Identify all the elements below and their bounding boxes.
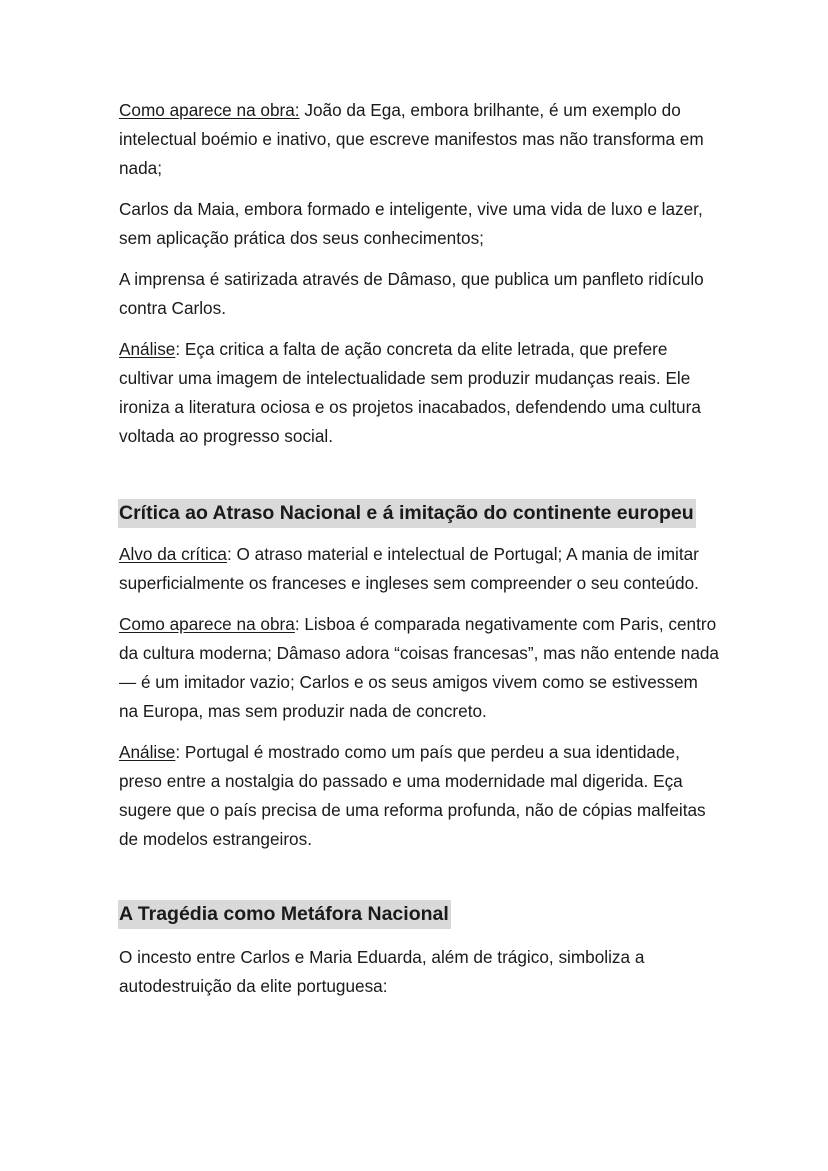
paragraph-alvo-critica	[119, 540, 719, 598]
paragraph-analise-1	[119, 335, 719, 451]
section-heading-wrap	[119, 900, 719, 929]
paragraph-text: : Portugal é mostrado como um país que perdeu a sua identidade, preso entre a nostalgia do passado e uma modernidade mal digerida. Eça sugere que o país precisa de uma reforma profunda, não de cópias malfeitas de modelos estrangeiros.	[119, 742, 706, 849]
section-heading-atraso: Crítica ao Atraso Nacional e á imitação do continente europeu	[118, 499, 696, 528]
label-analise: Análise	[119, 339, 176, 359]
section-heading-wrap	[119, 499, 719, 528]
label-analise: Análise	[119, 742, 176, 762]
paragraph-text: : Eça critica a falta de ação concreta da elite letrada, que prefere cultivar uma imagem de intelectualidade sem produzir mudanças reais. Ele ironiza a literatura ociosa e os projetos inacabados, defendendo uma cultura voltada ao progresso social.	[119, 339, 701, 446]
paragraph-carlos-maia: Carlos da Maia, embora formado e inteligente, vive uma vida de luxo e lazer, sem aplicação prática dos seus conhecimentos;	[119, 199, 703, 248]
paragraph-como-aparece-lisboa	[119, 610, 719, 726]
paragraph-text: : Lisboa é comparada negativamente com Paris, centro da cultura moderna; Dâmaso adora “coisas francesas”, mas não entende nada — é um imitador vazio; Carlos e os seus amigos vivem como se estivessem na Europa, mas sem produzir nada de concreto.	[119, 614, 719, 721]
label-como-aparece: Como aparece na obra	[119, 614, 295, 634]
label-como-aparece: Como aparece na obra:	[119, 100, 300, 120]
paragraph-incesto: O incesto entre Carlos e Maria Eduarda, além de trágico, simboliza a autodestruição da elite portuguesa:	[119, 947, 645, 996]
document-page	[119, 96, 719, 1013]
paragraph-text: : O atraso material e intelectual de Portugal; A mania de imitar superficialmente os franceses e ingleses sem compreender o seu conteúdo.	[119, 544, 699, 593]
paragraph-como-aparece-ega	[119, 96, 719, 183]
paragraph-text: João da Ega, embora brilhante, é um exemplo do intelectual boémio e inativo, que escreve manifestos mas não transforma em nada;	[119, 100, 704, 178]
paragraph-imprensa: A imprensa é satirizada através de Dâmaso, que publica um panfleto ridículo contra Carlos.	[119, 269, 704, 318]
paragraph-analise-2	[119, 738, 719, 854]
section-heading-tragedia: A Tragédia como Metáfora Nacional	[118, 900, 451, 929]
label-alvo-critica: Alvo da crítica	[119, 544, 227, 564]
